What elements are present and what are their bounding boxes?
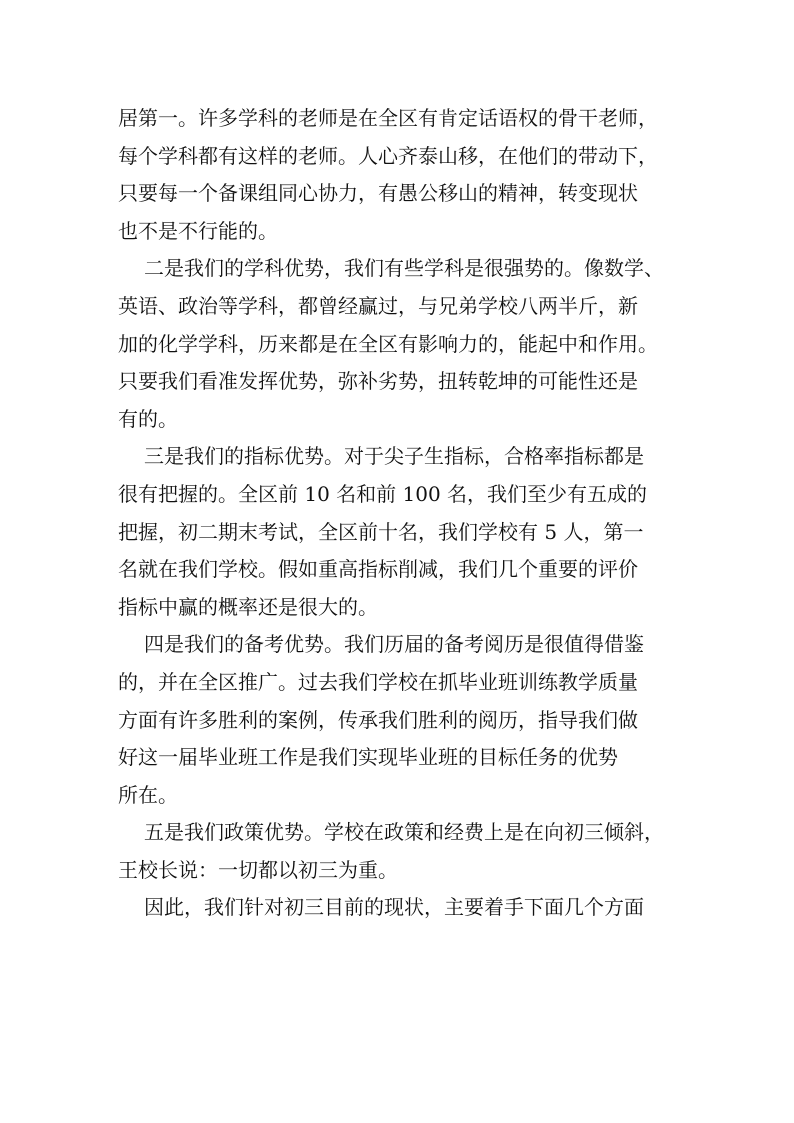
text-line: 方面有许多胜利的案例，传承我们胜利的阅历，指导我们做	[118, 707, 638, 732]
text-line: 只要每一个备课组同心协力，有愚公移山的精神，转变现状	[118, 181, 638, 206]
text-line: 因此，我们针对初三目前的现状，主要着手下面几个方面	[144, 895, 644, 920]
text-line: 居第一。许多学科的老师是在全区有肯定话语权的骨干老师，	[118, 106, 658, 130]
text-line: 也不是不行能的。	[118, 218, 278, 243]
text-line: 四是我们的备考优势。我们历届的备考阅历是很值得借鉴	[144, 632, 644, 657]
text-line: 的，并在全区推广。过去我们学校在抓毕业班训练教学质量	[118, 669, 638, 694]
text-line: 每个学科都有这样的老师。人心齐泰山移，在他们的带动下，	[118, 143, 658, 168]
body-text	[118, 100, 683, 927]
text-line: 很有把握的。全区前 10 名和前 100 名，我们至少有五成的	[118, 481, 648, 506]
text-line: 把握，初二期末考试，全区前十名，我们学校有 5 人，第一	[118, 519, 644, 544]
text-line: 好这一届毕业班工作是我们实现毕业班的目标任务的优势	[118, 745, 618, 770]
text-line: 指标中赢的概率还是很大的。	[118, 594, 378, 619]
text-line: 五是我们政策优势。学校在政策和经费上是在向初三倾斜，	[144, 820, 664, 845]
text-line: 三是我们的指标优势。对于尖子生指标，合格率指标都是	[144, 444, 644, 469]
text-line: 只要我们看准发挥优势，弥补劣势，扭转乾坤的可能性还是	[118, 369, 638, 394]
text-line: 有的。	[118, 406, 178, 431]
text-line: 英语、政治等学科，都曾经赢过，与兄弟学校八两半斤，新	[118, 293, 638, 318]
text-line: 名就在我们学校。假如重高指标削减，我们几个重要的评价	[118, 557, 638, 582]
text-line: 王校长说：一切都以初三为重。	[118, 857, 398, 882]
text-line: 所在。	[118, 782, 178, 807]
text-line: 二是我们的学科优势，我们有些学科是很强势的。像数学、	[144, 256, 664, 281]
text-line: 加的化学学科，历来都是在全区有影响力的，能起中和作用。	[118, 331, 658, 356]
